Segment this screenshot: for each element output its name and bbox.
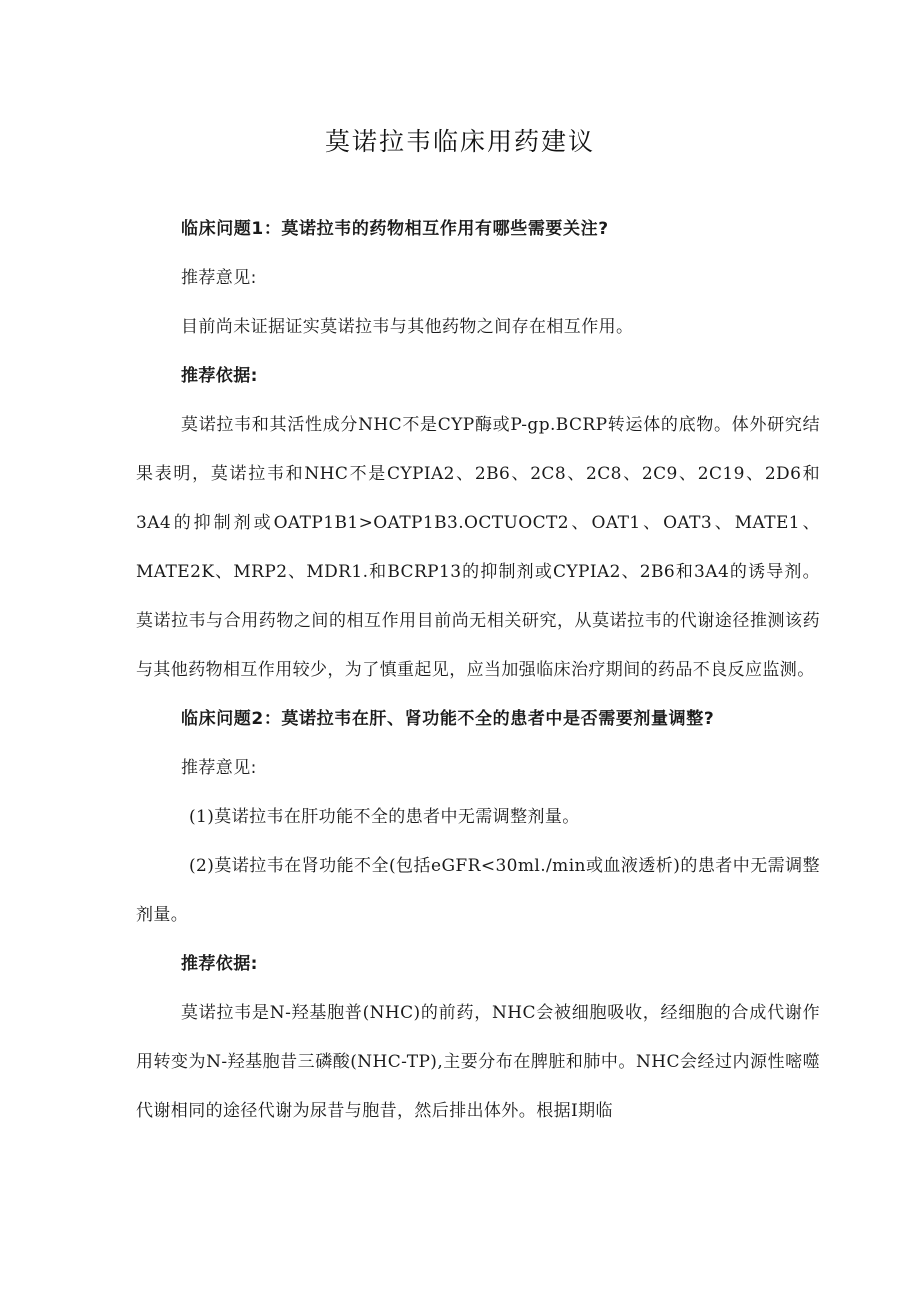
basis-paragraph-2: 莫诺拉韦是N-羟基胞普(NHC)的前药，NHC会被细胞吸收，经细胞的合成代谢作用转变为N-羟基胞昔三磷酸(NHC-TP),主要分布在脾脏和肺中。NHC会经过内源性嘧噬代谢相同的途径代谢为尿昔与胞昔，然后排出体外。根据I期临 <box>136 1003 820 1121</box>
clinical-question-2: 临床问题2：莫诺拉韦在肝、肾功能不全的患者中是否需要剂量调整? <box>181 709 715 729</box>
document-title: 莫诺拉韦临床用药建议 <box>324 127 595 156</box>
recommendation-2-2: (2)莫诺拉韦在肾功能不全(包括eGFR<30ml./min或血液透析)的患者中无需调整剂量。 <box>136 856 820 925</box>
document-body <box>136 205 820 1136</box>
basis-label-1: 推荐依据: <box>181 366 258 386</box>
recommendation-label-2: 推荐意见: <box>181 758 257 778</box>
recommendation-label-1: 推荐意见: <box>181 268 257 288</box>
clinical-question-1: 临床问题1：莫诺拉韦的药物相互作用有哪些需要关注? <box>181 219 609 239</box>
recommendation-2-1: (1)莫诺拉韦在肝功能不全的患者中无需调整剂量。 <box>189 807 580 827</box>
basis-paragraph-1: 莫诺拉韦和其活性成分NHC不是CYP酶或P-gp.BCRP转运体的底物。体外研究结果表明，莫诺拉韦和NHC不是CYPIA2、2B6、2C8、2C8、2C9、2C19、2D6和3A4的抑制剂或OATP1B1>OATP1B3.OCTUOCT2、OAT1、OAT3、MATE1、MATE2K、MRP2、MDR1.和BCRP13的抑制剂或CYPIA2、2B6和3A4的诱导剂。莫诺拉韦与合用药物之间的相互作用目前尚无相关研究，从莫诺拉韦的代谢途径推测该药与其他药物相互作用较少，为了慎重起见，应当加强临床治疗期间的药品不良反应监测。 <box>136 415 820 680</box>
recommendation-1-1: 目前尚未证据证实莫诺拉韦与其他药物之间存在相互作用。 <box>181 317 634 337</box>
basis-label-2: 推荐依据: <box>181 954 258 974</box>
